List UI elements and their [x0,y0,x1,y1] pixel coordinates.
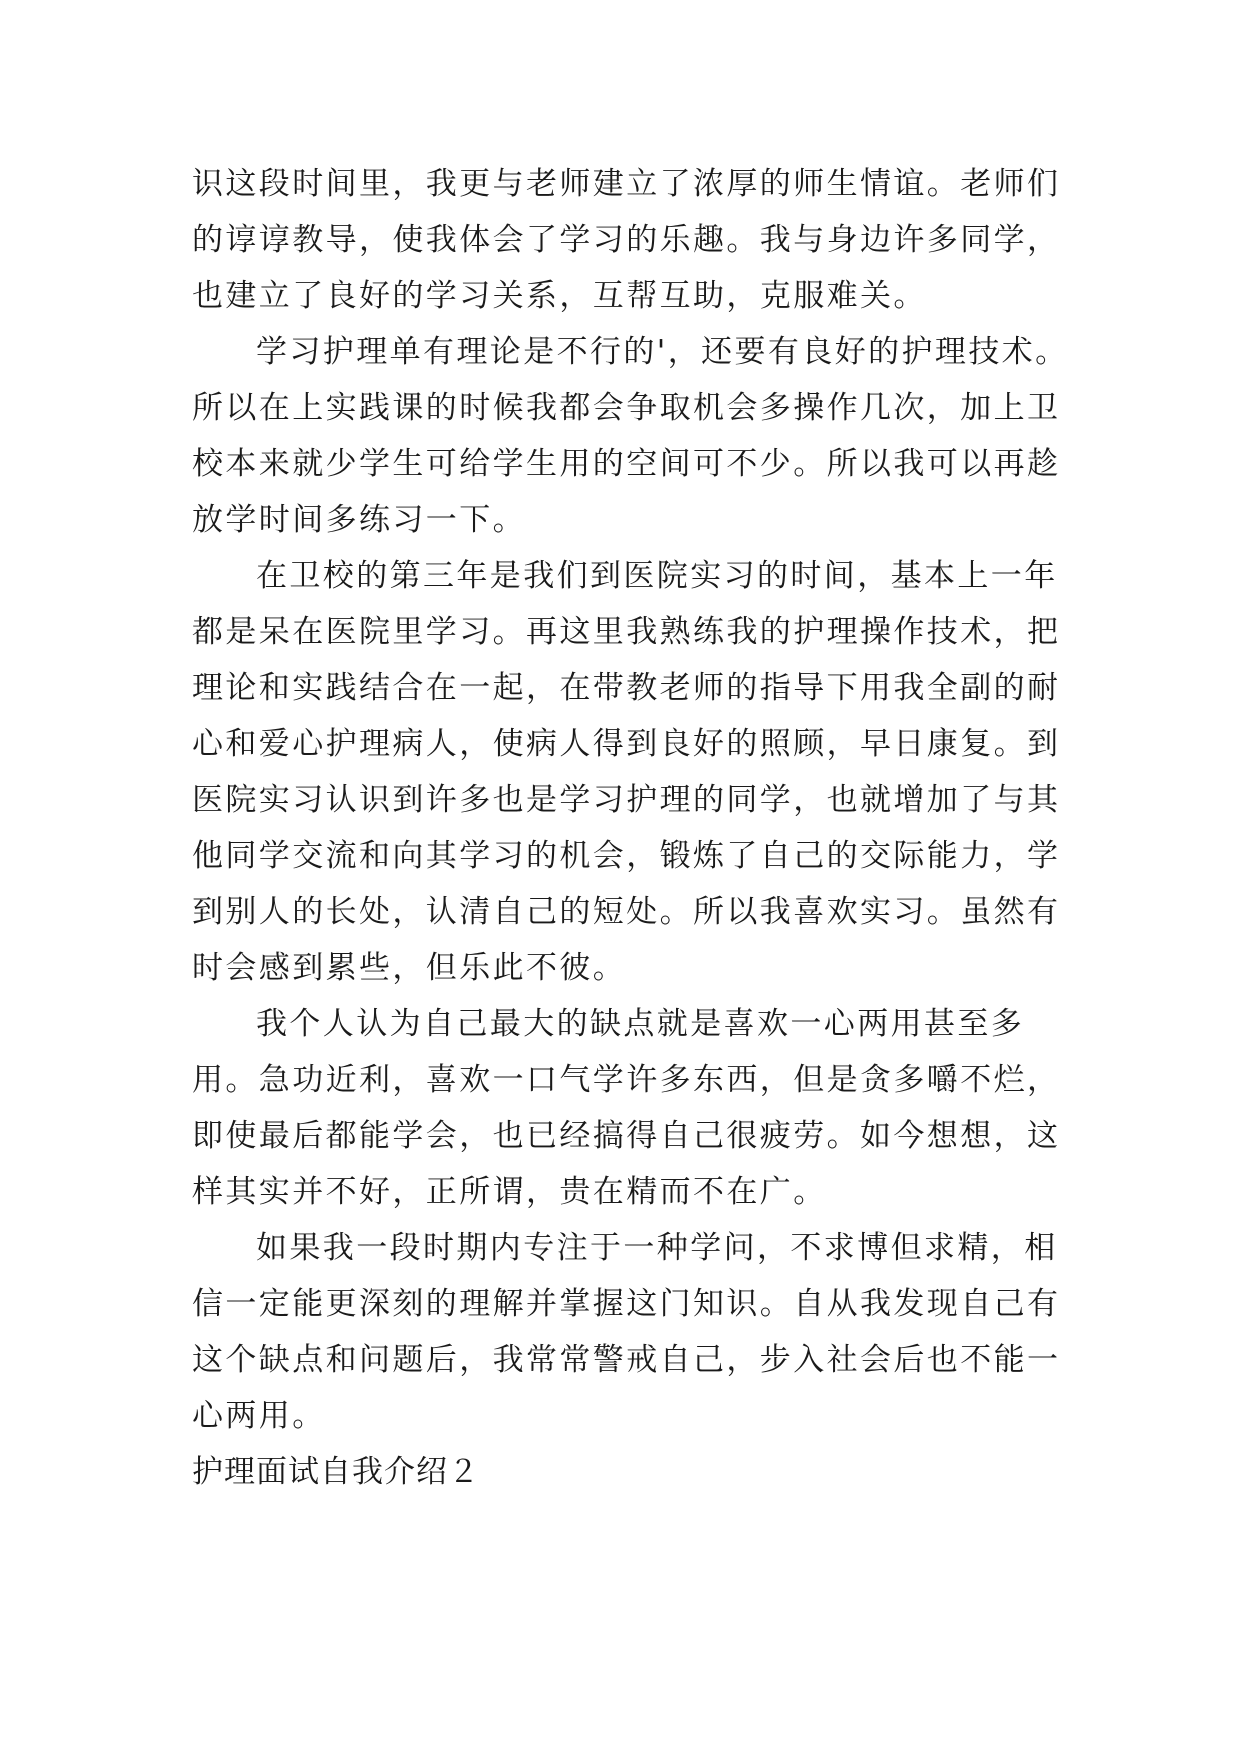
paragraph-first-line: 在卫校的第三年是我们到医院实习的时间，基本上一年 [256,558,1058,594]
text-line: 到别人的长处，认清自己的短处。所以我喜欢实习。虽然有 [192,894,1061,930]
text-line: 也建立了良好的学习关系，互帮互助，克服难关。 [192,278,927,314]
text-line: 所以在上实践课的时候我都会争取机会多操作几次，加上卫 [192,390,1061,426]
text-line: 心两用。 [192,1398,326,1434]
text-line: 用。急功近利，喜欢一口气学许多东西，但是贪多嚼不烂， [192,1062,1061,1098]
text-line: 都是呆在医院里学习。再这里我熟练我的护理操作技术，把 [192,614,1061,650]
text-line: 心和爱心护理病人，使病人得到良好的照顾，早日康复。到 [192,726,1061,762]
section-heading: 护理面试自我介绍２ [192,1454,480,1490]
paragraph-first-line: 我个人认为自己最大的缺点就是喜欢一心两用甚至多 [256,1006,1025,1042]
text-line: 校本来就少学生可给学生用的空间可不少。所以我可以再趁 [192,446,1061,482]
text-line: 时会感到累些，但乐此不彼。 [192,950,627,986]
text-line: 放学时间多练习一下。 [192,502,526,538]
text-line: 即使最后都能学会，也已经搞得自己很疲劳。如今想想，这 [192,1118,1061,1154]
paragraph-first-line: 学习护理单有理论是不行的'，还要有良好的护理技术。 [256,334,1069,370]
text-line: 样其实并不好，正所谓，贵在精而不在广。 [192,1174,827,1210]
text-line: 理论和实践结合在一起，在带教老师的指导下用我全副的耐 [192,670,1061,706]
text-line: 这个缺点和问题后，我常常警戒自己，步入社会后也不能一 [192,1342,1061,1378]
text-line: 医院实习认识到许多也是学习护理的同学，也就增加了与其 [192,782,1061,818]
paragraph-first-line: 如果我一段时期内专注于一种学问，不求博但求精，相 [256,1230,1058,1266]
text-line: 信一定能更深刻的理解并掌握这门知识。自从我发现自己有 [192,1286,1061,1322]
text-line: 识这段时间里，我更与老师建立了浓厚的师生情谊。老师们 [192,166,1061,202]
text-line: 他同学交流和向其学习的机会，锻炼了自己的交际能力，学 [192,838,1061,874]
document-body [192,156,1069,1500]
text-line: 的谆谆教导，使我体会了学习的乐趣。我与身边许多同学， [192,222,1061,258]
